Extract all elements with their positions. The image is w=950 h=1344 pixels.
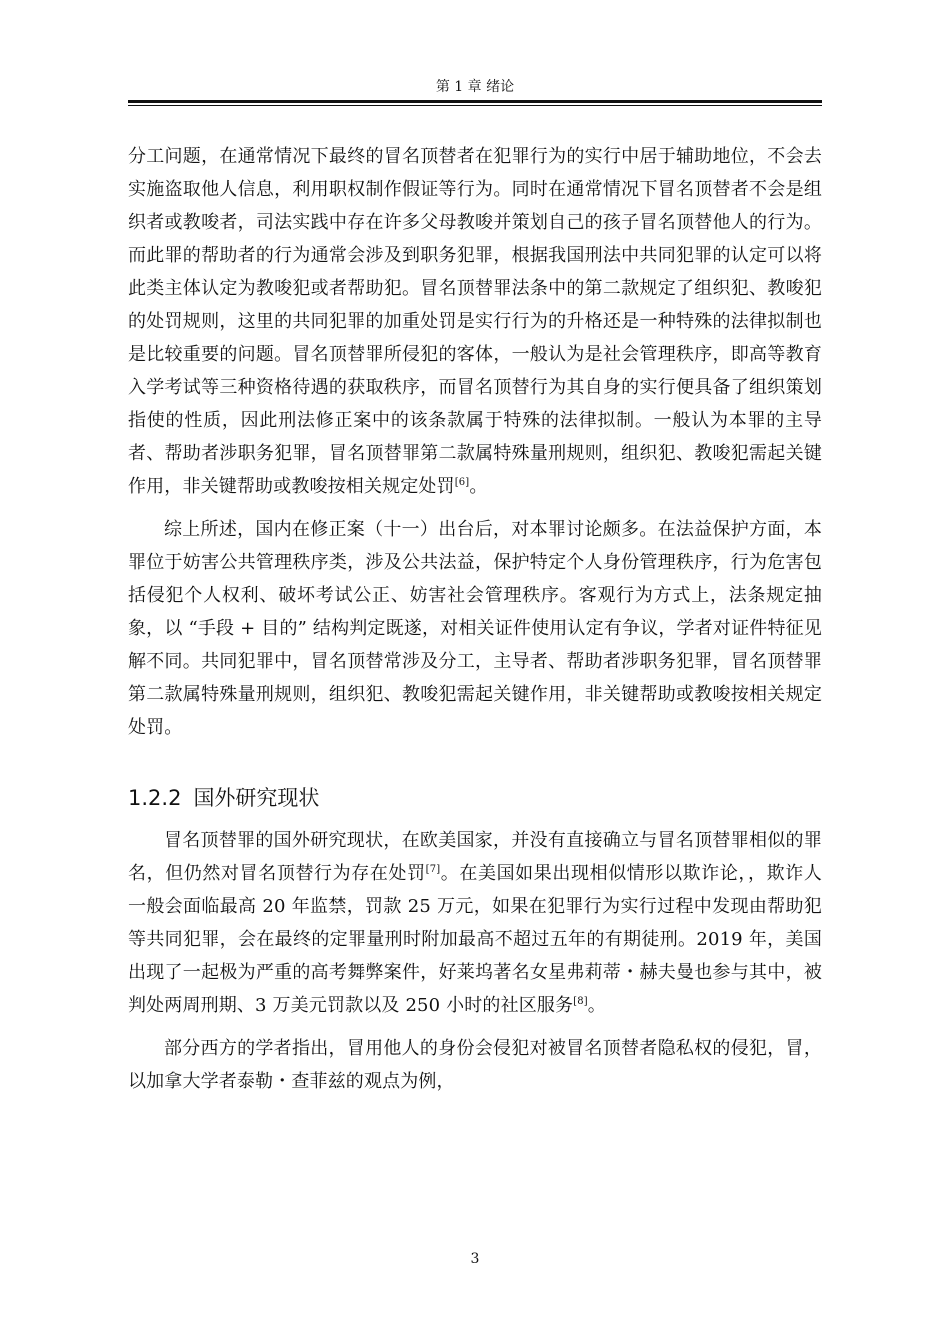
paragraph-3-end: 。 <box>587 995 606 1016</box>
running-header <box>128 78 822 96</box>
paragraph-1 <box>128 140 822 503</box>
paragraph-1-text: 分工问题，在通常情况下最终的冒名顶替者在犯罪行为的实行中居于辅助地位，不会去实施盗取他人信息，利用职权制作假证等行为。同时在通常情况下冒名顶替者不会是组织者或教唆者，司法实践中存在许多父母教唆并策划自己的孩子冒名顶替他人的行为。而此罪的帮助者的行为通常会涉及到职务犯罪，根据我国刑法中共同犯罪的认定可以将此类主体认定为教唆犯或者帮助犯。冒名顶替罪法条中的第二款规定了组织犯、教唆犯的处罚规则，这里的共同犯罪的加重处罚是实行行为的升格还是一种特殊的法律拟制也是比较重要的问题。冒名顶替罪所侵犯的客体，一般认为是社会管理秩序，即高等教育入学考试等三种资格待遇的获取秩序，而冒名顶替行为其自身的实行便具备了组织策划指使的性质，因此刑法修正案中的该条款属于特殊的法律拟制。一般认为本罪的主导者、帮助者涉职务犯罪，冒名顶替罪第二款属特殊量刑规则，组织犯、教唆犯需起关键作用，非关键帮助或教唆按相关规定处罚 <box>128 146 822 497</box>
header-rule-thin <box>128 105 822 106</box>
citation-7[interactable]: [7] <box>425 864 441 875</box>
citation-8[interactable]: [8] <box>573 996 588 1007</box>
section-number: 1.2.2 <box>128 786 182 810</box>
paragraph-3-text-b: 。在美国如果出现相似情形以欺诈论，，欺诈人一般会面临最高 20 年监禁，罚款 25 万元，如果在犯罪行为实行过程中发现由帮助犯等共同犯罪，会在最终的定罪量刑时附加最高不超过五年的有期徒刑。2019 年，美国出现了一起极为严重的高考舞弊案件，好莱坞著名女星弗莉蒂・赫夫曼也参与其中，被判处两周刑期、3 万美元罚款以及 250 小时的社区服务 <box>128 863 822 1016</box>
section-heading <box>128 784 822 812</box>
section-title: 国外研究现状 <box>193 786 320 810</box>
paragraph-3 <box>128 824 822 1022</box>
citation-6[interactable]: [6] <box>454 477 470 488</box>
page-content <box>128 140 822 1098</box>
page-number: 3 <box>470 1251 480 1267</box>
chapter-title: 第 1 章 绪论 <box>435 79 515 95</box>
paragraph-2: 综上所述，国内在修正案（十一）出台后，对本罪讨论颇多。在法益保护方面，本罪位于妨害公共管理秩序类，涉及公共法益，保护特定个人身份管理秩序，行为危害包括侵犯个人权利、破坏考试公正、妨害社会管理秩序。客观行为方式上，法条规定抽象，以 “手段 + 目的” 结构判定既遂，对相关证件使用认定有争议，学者对证件特征见解不同。共同犯罪中，冒名顶替常涉及分工，主导者、帮助者涉职务犯罪，冒名顶替罪第二款属特殊量刑规则，组织犯、教唆犯需起关键作用，非关键帮助或教唆按相关规定处罚。 <box>128 519 822 738</box>
paragraph-1-end: 。 <box>469 476 488 497</box>
paragraph-3-text-a: 冒名顶替罪的国外研究现状，在欧美国家，并没有直接确立与冒名顶替罪相似的罪名，但仍然对冒名顶替行为存在处罚 <box>128 830 822 884</box>
header-rule-thick <box>128 100 822 103</box>
paragraph-4: 部分西方的学者指出，冒用他人的身份会侵犯对被冒名顶替者隐私权的侵犯，冒，以加拿大学者泰勒・查菲兹的观点为例， <box>128 1038 822 1092</box>
